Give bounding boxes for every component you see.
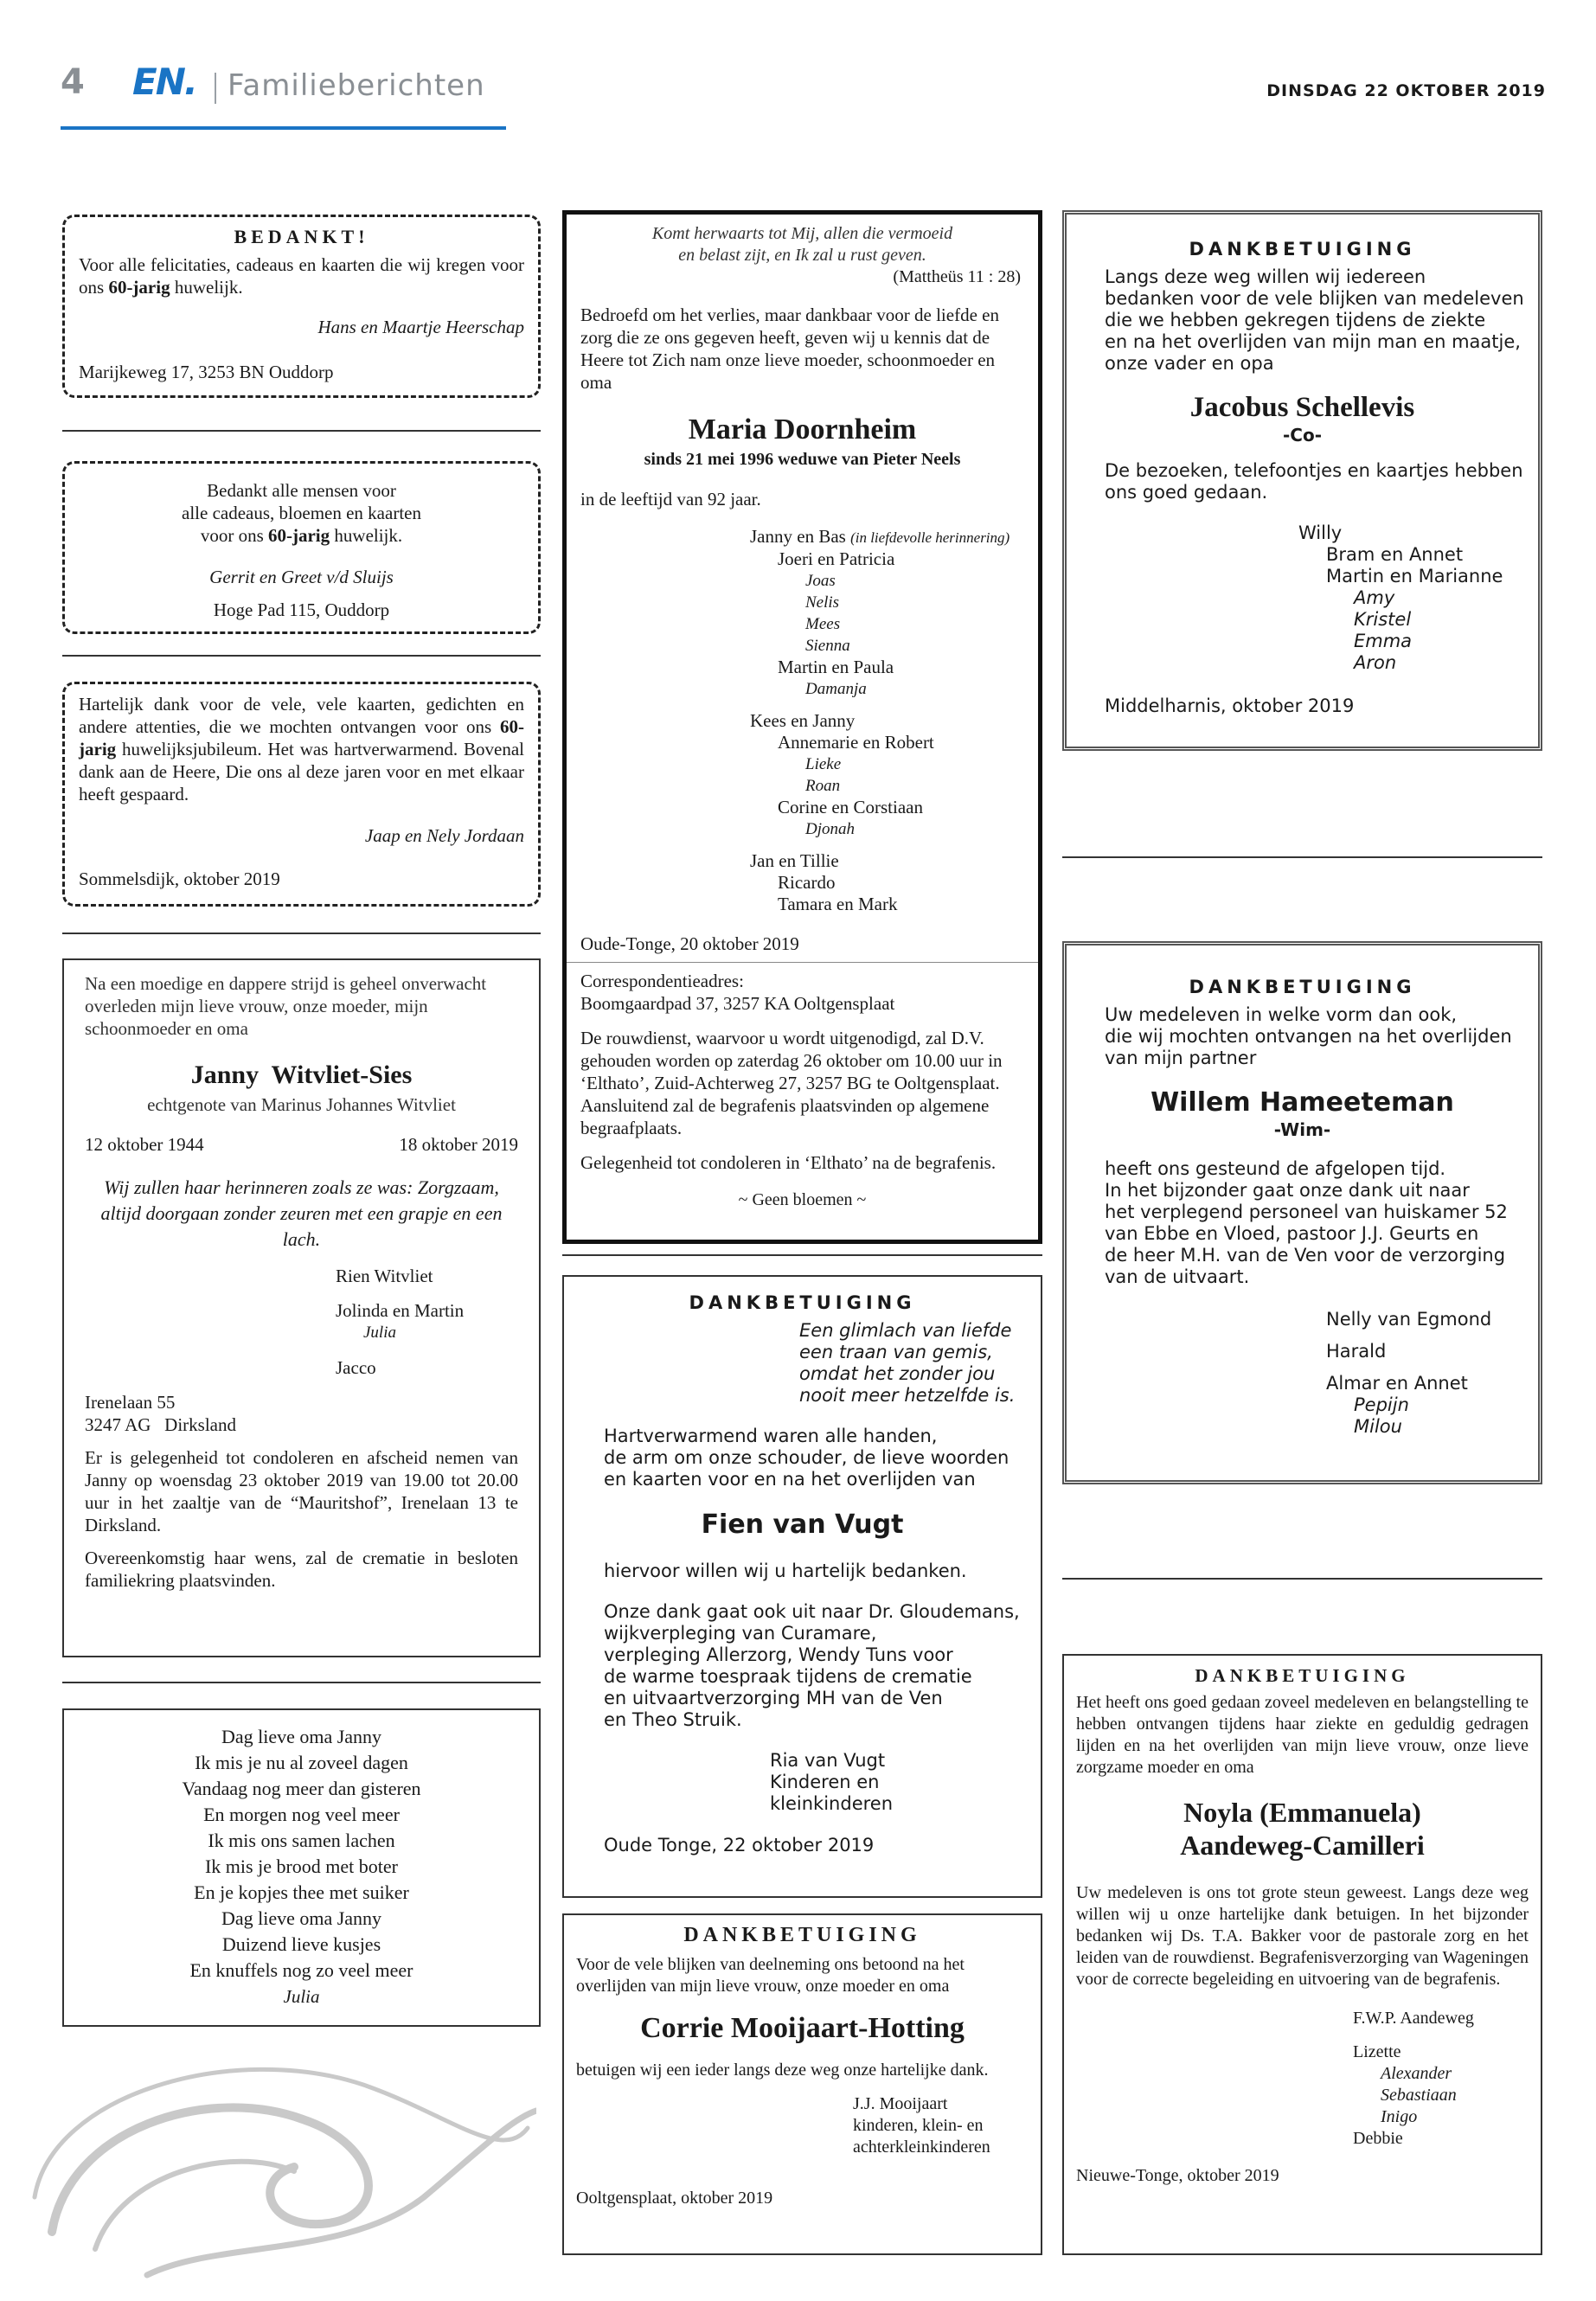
ad-title: DANKBETUIGING (1189, 239, 1416, 260)
brand-logo: EN. (132, 61, 196, 103)
ad-place: Oude-Tonge, 20 oktober 2019 (580, 933, 799, 954)
ad-bedankt-vd-sluijs (62, 461, 541, 634)
grandchild: Pepijn (1354, 1394, 1409, 1415)
ad-name: Corrie Mooijaart-Hotting (640, 2012, 965, 2044)
died-date: 18 oktober 2019 (399, 1134, 518, 1155)
ad-name: Jacobus Schellevis (1189, 392, 1415, 423)
verse: Komt herwaarts tot Mij, allen die vermoeid en belast zijt, en Ik zal u rust geven. (651, 224, 953, 265)
swirl-ornament (17, 2024, 536, 2284)
grandchild: Djonah (805, 820, 855, 838)
family-member: Rien Witvliet (336, 1266, 433, 1286)
ad-title: DANKBETUIGING (689, 1292, 916, 1313)
page-number: 4 (61, 62, 85, 102)
ad-intro: Het heeft ons goed gedaan zoveel medeleven en belangstelling te hebben ontvangen tijdens haar ziekte en geduldig gedragen lijden en na het overlijden van mijn lieve vrouw, onze lieve zorgzame moeder en oma (1076, 1693, 1529, 1777)
ad-bedankt-jordaan (62, 682, 541, 907)
grandchild: Damanja (805, 680, 867, 698)
grandchild: Sienna (805, 637, 850, 655)
ad-jacobus-schellevis (1062, 210, 1542, 751)
grandchild: Kristel (1354, 609, 1412, 630)
ad-place: Oude Tonge, 22 oktober 2019 (604, 1835, 875, 1856)
ad-intro: Na een moedige en dappere strijd is geheel onverwacht overleden mijn lieve vrouw, onze moeder, mijn schoonmoeder en oma (85, 973, 487, 1039)
ad-corrie-mooijaart (562, 1913, 1042, 2255)
poem-line: Dag lieve oma Janny (221, 1907, 382, 1929)
ad-family (336, 1265, 518, 1379)
grandchild: Emma (1354, 631, 1413, 651)
poem-lines (78, 1724, 525, 1984)
ad-name: Noyla (Emmanuela) Aandeweg-Camilleri (1180, 1797, 1425, 1861)
ad-age: in de leeftijd van 92 jaar. (580, 489, 761, 510)
poem-line: Ik mis je brood met boter (204, 1856, 398, 1877)
family-member: F.W.P. Aandeweg (1353, 2009, 1474, 2028)
ad-spouse: echtgenote van Marinus Johannes Witvliet (147, 1094, 456, 1115)
ad-place: Middelharnis, oktober 2019 (1105, 695, 1355, 716)
ad-signed: Ria van Vugt Kinderen en kleinkinderen (770, 1750, 894, 1814)
poem-line: Dag lieve oma Janny (221, 1726, 382, 1747)
ad-signed: Jaap en Nely Jordaan (364, 825, 524, 846)
ad-signed: J.J. Mooijaart kinderen, klein- en achterkleinkinderen (853, 2094, 990, 2157)
family-member: Lizette (1353, 2042, 1401, 2061)
ad-body: Hartelijk dank voor de vele, vele kaarten, gedichten en andere attenties, die we mochten ontvangen voor ons 60-jarig huwelijksjubileum. Het was hartverwarmend. Bovenal dank aan de Heere, Die ons al deze jaren voor en met elkaar heeft gespaard. (79, 694, 524, 804)
family-member: Tamara en Mark (778, 894, 898, 914)
divider (562, 1254, 1042, 1256)
grandchild: Nelis (805, 593, 840, 612)
divider (1062, 856, 1542, 858)
family-member: Almar en Annet (1326, 1373, 1468, 1394)
grandchild: Inigo (1381, 2107, 1418, 2126)
family-member: Annemarie en Robert (778, 732, 934, 753)
ad-dates (85, 1133, 518, 1156)
ad-thanks: betuigen wij een ieder langs deze weg onze hartelijke dank. (576, 2061, 989, 2080)
inner-divider (567, 962, 1038, 963)
family-member: Nelly van Egmond (1326, 1309, 1492, 1330)
ad-intro: Uw medeleven in welke vorm dan ook, die wij mochten ontvangen na het overlijden van mijn partner (1105, 1004, 1512, 1068)
ad-place: Sommelsdijk, oktober 2019 (79, 868, 280, 889)
family-member: Joeri en Patricia (778, 548, 895, 569)
ad-poem (799, 1320, 1016, 1407)
born-date: 12 oktober 1944 (85, 1134, 204, 1155)
ad-signed: Gerrit en Greet v/d Sluijs (209, 567, 394, 587)
poem-signed: Julia (283, 1986, 320, 2007)
ad-title: DANKBETUIGING (683, 1924, 921, 1946)
ad-line: Bedankt alle mensen voor (207, 480, 396, 501)
header-separator (215, 73, 216, 104)
ad-name: Willem Hameeteman (1151, 1087, 1454, 1118)
poem-line: En morgen nog veel meer (203, 1804, 400, 1825)
section-title: Familieberichten (228, 68, 485, 103)
poem-line: En knuffels nog zo veel meer (189, 1959, 413, 1981)
poem-line: Ik mis je nu al zoveel dagen (195, 1752, 408, 1773)
divider (62, 430, 541, 432)
poem-line: omdat het zonder jou (799, 1363, 996, 1384)
divider (1062, 1578, 1542, 1580)
ad-maria-doornheim (562, 210, 1042, 1244)
ad-place: Nieuwe-Tonge, oktober 2019 (1076, 2166, 1279, 2185)
ad-body: Uw medeleven is ons tot grote steun geweest. Langs deze weg willen wij u onze hartelijke dank betuigen. In het bijzonder bedanken wij Ds. T.A. Bakker voor de pastorale zorg en het leiden van de rouwdienst. Begrafenisverzorging van Wageningen voor de correcte begeleiding en uitvoering van de begrafenis. (1076, 1883, 1529, 1989)
verse-ref: (Mattheüs 11 : 28) (893, 267, 1021, 286)
ad-bedankt-heerschap (62, 215, 541, 398)
ad-janny-witvliet (62, 958, 541, 1657)
ad-nick: -Wim- (1273, 1119, 1331, 1140)
ad-thanks: hiervoor willen wij u hartelijk bedanken. (604, 1561, 967, 1581)
poem-line: een traan van gemis, (799, 1342, 993, 1362)
family-member: Julia (363, 1324, 396, 1342)
grandchild: Amy (1354, 587, 1395, 608)
ad-service: De rouwdienst, waarvoor u wordt uitgenodigd, zal D.V. gehouden worden op zaterdag 26 oktober om 10.00 uur in ‘Elthato’, Zuid-Achterweg 27, 3257 BG te Ooltgensplaat. Aansluitend zal de begrafenis plaatsvinden op algemene begraafplaats. (580, 1028, 1003, 1138)
family-member: Harald (1326, 1341, 1387, 1362)
ad-condolence: Gelegenheid tot condoleren in ‘Elthato’ na de begrafenis. (580, 1152, 997, 1173)
family-member: Bram en Annet (1326, 544, 1464, 565)
family-member: Martin en Paula (778, 657, 894, 677)
ad-nick: -Co- (1282, 425, 1323, 445)
ad-place: Ooltgensplaat, oktober 2019 (576, 2189, 773, 2208)
ad-title: BEDANKT! (234, 226, 369, 247)
ad-name: Janny Witvliet-Sies (190, 1061, 413, 1089)
divider (62, 933, 541, 934)
ad-intro: Langs deze weg willen wij iedereen bedanken voor de vele blijken van medeleven die we hebben gekregen tijdens de ziekte en na het overlijden van mijn man en maatje, onze vader en opa (1105, 266, 1524, 374)
grandchild: Alexander (1381, 2064, 1452, 2083)
ad-body: De bezoeken, telefoontjes en kaartjes hebben ons goed gedaan. (1105, 460, 1523, 503)
ad-cremation: Overeenkomstig haar wens, zal de crematie in besloten familiekring plaatsvinden. (85, 1548, 518, 1591)
grandchild: Aron (1354, 652, 1397, 673)
poem-line: En je kopjes thee met suiker (194, 1881, 409, 1903)
family-member: Debbie (1353, 2129, 1403, 2148)
grandchild: Mees (805, 615, 841, 633)
ad-sub: sinds 21 mei 1996 weduwe van Pieter Neels (644, 450, 961, 469)
grandchild: Joas (805, 572, 836, 590)
family-member: Corine en Corstiaan (778, 797, 923, 817)
ad-body: heeft ons gesteund de afgelopen tijd. In het bijzonder gaat onze dank uit naar het verplegend personeel van huiskamer 52 van Ebbe en Vloed, pastoor J.J. Geurts en de heer M.H. van de Ven voor de verzorging van de uitvaart. (1105, 1158, 1508, 1287)
ad-intro: Hartverwarmend waren alle handen, de arm om onze schouder, de lieve woorden en kaarten voor en na het overlijden van (604, 1426, 1010, 1490)
ad-willem-hameeteman (1062, 941, 1542, 1484)
family-member: Jacco (336, 1357, 376, 1378)
poem-line: Duizend lieve kusjes (221, 1933, 381, 1955)
header-underline (61, 126, 506, 130)
ad-title: DANKBETUIGING (1195, 1665, 1410, 1686)
ad-flowers: ~ Geen bloemen ~ (738, 1190, 867, 1209)
ad-title: DANKBETUIGING (1189, 977, 1416, 997)
ad-family (750, 526, 1024, 915)
ad-intro: Voor de vele blijken van deelneming ons betoond na het overlijden van mijn lieve vrouw, onze moeder en oma (576, 1955, 965, 1996)
family-member: Ricardo (778, 872, 836, 893)
family-member: Jan en Tillie (750, 850, 839, 871)
family-member: Martin en Marianne (1326, 566, 1503, 586)
divider (62, 655, 541, 657)
ad-intro: Bedroefd om het verlies, maar dankbaar voor de liefde en zorg die ze ons gegeven heeft, geven wij u kennis dat de Heere tot Zich nam onze lieve moeder, schoonmoeder en oma (580, 304, 999, 393)
divider (62, 1682, 541, 1683)
ad-address: Marijkeweg 17, 3253 BN Ouddorp (79, 362, 334, 382)
family-member: Willy (1298, 522, 1343, 543)
ad-name: Maria Doornheim (688, 413, 917, 445)
ad-noyla-aandeweg (1062, 1654, 1542, 2255)
ad-family (1298, 522, 1503, 674)
poem-line: nooit meer hetzelfde is. (799, 1385, 1016, 1406)
ad-extra: Onze dank gaat ook uit naar Dr. Gloudemans, wijkverpleging van Curamare, verpleging Allerzorg, Wendy Tuns voor de warme toespraak tijdens de crematie en uitvaartverzorging MH van de Ven en Theo Struik. (604, 1601, 1020, 1730)
poem-line: Ik mis ons samen lachen (208, 1830, 395, 1851)
ad-line: alle cadeaus, bloemen en kaarten (182, 503, 421, 523)
grandchild: Sebastiaan (1381, 2086, 1457, 2105)
family-member: Kees en Janny (750, 710, 856, 731)
family-member: Janny en Bas (in liefdevolle herinnering) (750, 526, 1010, 547)
ad-address: Hoge Pad 115, Ouddorp (213, 599, 390, 620)
poem-line: Een glimlach van liefde (799, 1320, 1012, 1341)
page-date: DINSDAG 22 OKTOBER 2019 (1266, 81, 1546, 100)
ad-line: voor ons 60-jarig huwelijk. (200, 525, 403, 546)
ad-family (1353, 2008, 1529, 2150)
ad-body: Voor alle felicitaties, cadeaus en kaarten die wij kregen voor ons 60-jarig huwelijk. (79, 254, 524, 298)
grandchild: Milou (1354, 1416, 1402, 1437)
ad-quote: Wij zullen haar herinneren zoals ze was: Zorgzaam, altijd doorgaan zonder zeuren met een grapje en een lach. (100, 1176, 503, 1250)
ad-name: Fien van Vugt (701, 1509, 904, 1540)
ad-signed: Hans en Maartje Heerschap (317, 317, 524, 337)
ad-fien-van-vugt (562, 1275, 1042, 1898)
grandchild: Lieke (805, 755, 842, 773)
ad-family (1326, 1309, 1500, 1438)
poem-line: Vandaag nog meer dan gisteren (182, 1778, 421, 1799)
ad-address: Irenelaan 55 3247 AG Dirksland (85, 1392, 236, 1435)
ad-poem-julia (62, 1708, 541, 2027)
ad-correspondence: Correspondentieadres: Boomgaardpad 37, 3257 KA Ooltgensplaat (580, 971, 895, 1014)
grandchild: Roan (805, 777, 841, 795)
family-member: Jolinda en Martin (336, 1300, 465, 1321)
ad-condolence: Er is gelegenheid tot condoleren en afscheid nemen van Janny op woensdag 23 oktober 2019 van 19.00 tot 20.00 uur in het zaaltje van de “Mauritshof”, Irenelaan 13 te Dirksland. (85, 1447, 518, 1535)
